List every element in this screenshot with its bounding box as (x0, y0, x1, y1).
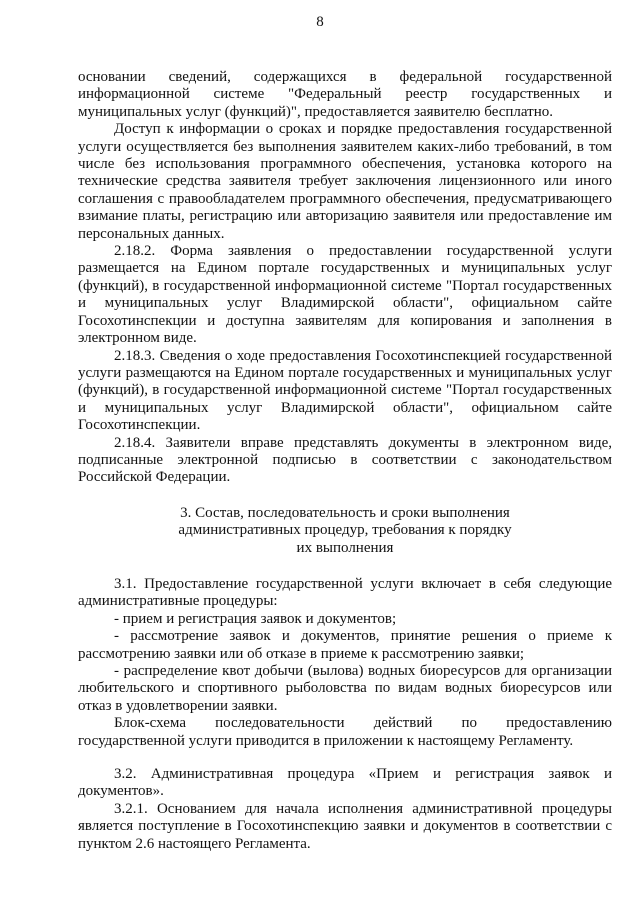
list-item: - распределение квот добычи (вылова) водных биоресурсов для организации любительского и спортивного рыболовства по видам водных биоресурсов или отказ в удовлетворении заявки. (78, 663, 612, 714)
paragraph-continuation: основании сведений, содержащихся в федеральной государственной информационной системе "Федеральный реестр государственных и муниципальных услуг (функций)", предоставляется заявителю бесплатно. (78, 69, 612, 120)
section-heading (78, 505, 612, 557)
paragraph-3-2: 3.2. Административная процедура «Прием и регистрация заявок и документов». (78, 766, 612, 800)
paragraph-3-1: 3.1. Предоставление государственной услуги включает в себя следующие административные процедуры: (78, 575, 612, 610)
paragraph-access-info: Доступ к информации о сроках и порядке предоставления государственной услуги осуществляется без выполнения заявителем каких-либо требований, в том числе без использования программного обеспечения, установка которого на технические средства заявителя требует заключения лицензионного или иного соглашения с правообладателем программного обеспечения, предусматривающего взимание платы, регистрацию или авторизацию заявителя или предоставление им персональных данных. (78, 121, 612, 242)
page-number: 8 (316, 14, 324, 30)
spacer (78, 750, 612, 766)
paragraph-2-18-2: 2.18.2. Форма заявления о предоставлении государственной услуги размещается на Едином портале государственных и муниципальных услуг (функций), в государственной информационной системе "Портал государственных и муниципальных услуг Владимирской области", официальном сайте Госохотинспекции и доступна заявителям для копирования и заполнения в электронном виде. (78, 243, 612, 347)
paragraph-2-18-3: 2.18.3. Сведения о ходе предоставления Госохотинспекцией государственной услуги размещаются на Едином портале государственных и муниципальных услуг (функций), в государственной информационной системе "Портал государственных и муниципальных услуг Владимирской области", официальном сайте Госохотинспекции. (78, 347, 612, 434)
paragraph-3-2-1: 3.2.1. Основанием для начала исполнения административной процедуры является поступление в Госохотинспекцию заявки и документов в соответствии с пунктом 2.6 настоящего Регламента. (78, 800, 612, 852)
section-heading-line: их выполнения (296, 539, 394, 556)
paragraph-block-scheme: Блок-схема последовательности действий по предоставлению государственной услуги приводится в приложении к настоящему Регламенту. (78, 715, 612, 749)
list-item: - рассмотрение заявок и документов, принятие решения о приеме к рассмотрению заявки или об отказе в приеме к рассмотрению заявки; (78, 628, 612, 662)
document-body (78, 69, 612, 853)
paragraph-2-18-4: 2.18.4. Заявители вправе представлять документы в электронном виде, подписанные электронной подписью в соответствии с законодательством Российской Федерации. (78, 434, 612, 486)
list-item: - прием и регистрация заявок и документов; (114, 610, 397, 627)
section-heading-line: 3. Состав, последовательность и сроки выполнения (180, 504, 510, 521)
section-heading-line: административных процедур, требования к порядку (178, 522, 512, 539)
